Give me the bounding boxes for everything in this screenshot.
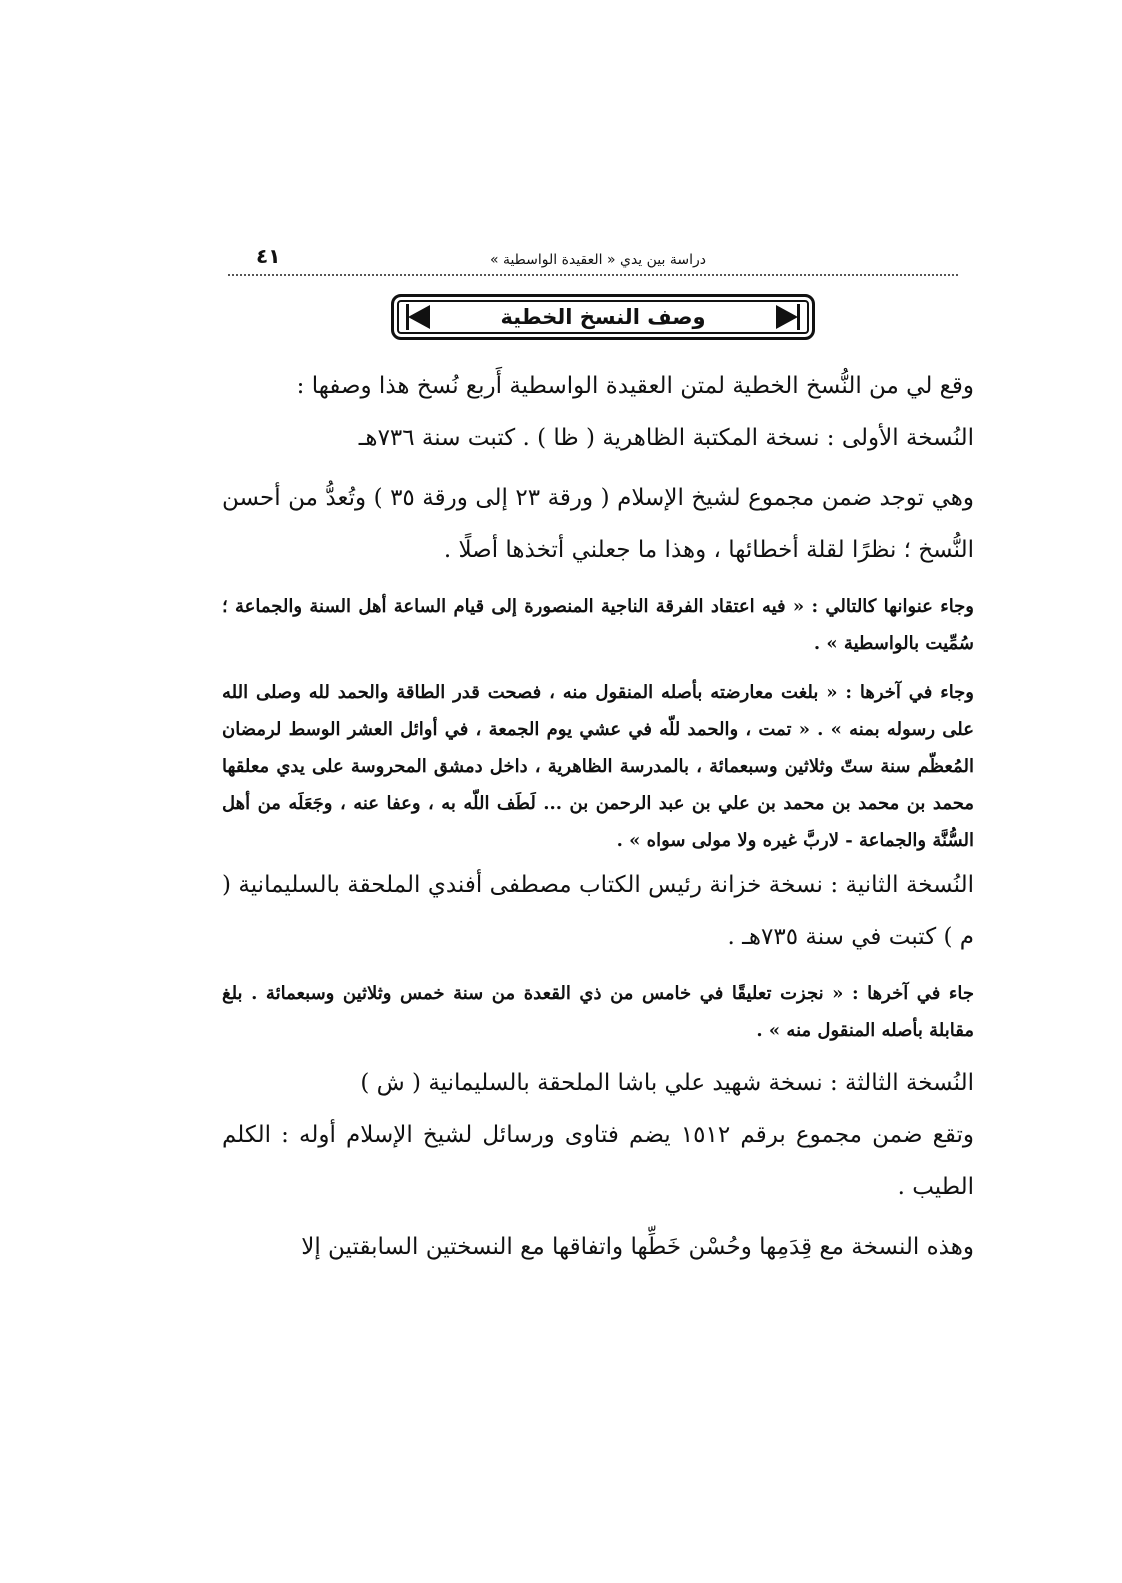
paragraph-copy-2-heading: النُسخة الثانية : نسخة خزانة رئيس الكتاب مصطفى أفندي الملحقة بالسليمانية ( م ) كتبت في سنة ٧٣٥هـ . xyxy=(222,872,974,950)
section-heading-box xyxy=(391,294,815,340)
page-header xyxy=(228,242,958,272)
running-title: دراسة بين يدي « العقيدة الواسطية » xyxy=(489,252,706,268)
paragraph-copy-1-colophon: وجاء في آخرها : « بلغت معارضته بأصله المنقول منه ، فصحت قدر الطاقة والحمد لله وصلى الله على رسوله بمنه » . « تمت ، والحمد للّه في عشي يوم الجمعة ، في أوائل العشر الوسط لرمضان المُعظّم سنة ستّ وثلاثين وسبعمائة ، بالمدرسة الظاهرية ، داخل دمشق المحروسة على يدي معلقها محمد بن محمد بن محمد بن علي بن عبد الرحمن بن ... لَطَف اللّه به ، وعفا عنه ، وجَعَلَه من أهل السُّنَّة والجماعة - لاربَّ غيره ولا مولى سواه » . xyxy=(222,682,974,851)
ornament-bar-left xyxy=(406,304,409,330)
paragraph-copy-3-heading: النُسخة الثالثة : نسخة شهيد علي باشا الملحقة بالسليمانية ( ش ) xyxy=(360,1070,974,1096)
paragraph-copy-2-colophon: جاء في آخرها : « نجزت تعليقًا في خامس من ذي القعدة من سنة خمس وثلاثين وسبعمائة . بلغ مقابلة بأصله المنقول منه » . xyxy=(222,983,974,1041)
paragraph-copy-3-description: وتقع ضمن مجموع برقم ١٥١٢ يضم فتاوى ورسائل لشيخ الإسلام أوله : الكلم الطيب . xyxy=(222,1122,974,1200)
ornament-arrow-left-icon xyxy=(408,305,430,329)
paragraph-copy-3-remark: وهذه النسخة مع قِدَمِها وحُسْن خَطِّها واتفاقها مع النسختين السابقتين إلا xyxy=(301,1234,974,1260)
body-text xyxy=(222,360,974,1273)
paragraph-copy-1-description: وهي توجد ضمن مجموع لشيخ الإسلام ( ورقة ٢٣ إلى ورقة ٣٥ ) وتُعدُّ من أحسن النُّسخ ؛ نظرًا لقلة أخطائها ، وهذا ما جعلني أتخذها أصلًا . xyxy=(222,485,974,563)
ornament-arrow-right-icon xyxy=(776,305,798,329)
page-number: ٤١ xyxy=(256,244,281,268)
paragraph-copy-1-heading: النُسخة الأولى : نسخة المكتبة الظاهرية ( ظا ) . كتبت سنة ٧٣٦هـ xyxy=(358,425,974,451)
header-rule xyxy=(228,274,958,276)
section-title: وصف النسخ الخطية xyxy=(500,305,706,329)
paragraph-intro: وقع لي من النُّسخ الخطية لمتن العقيدة الواسطية أَربع نُسخ هذا وصفها : xyxy=(296,373,974,399)
paragraph-copy-1-title: وجاء عنوانها كالتالي : « فيه اعتقاد الفرقة الناجية المنصورة إلى قيام الساعة أهل السنة والجماعة ؛ سُمِّيت بالواسطية » . xyxy=(222,596,974,654)
